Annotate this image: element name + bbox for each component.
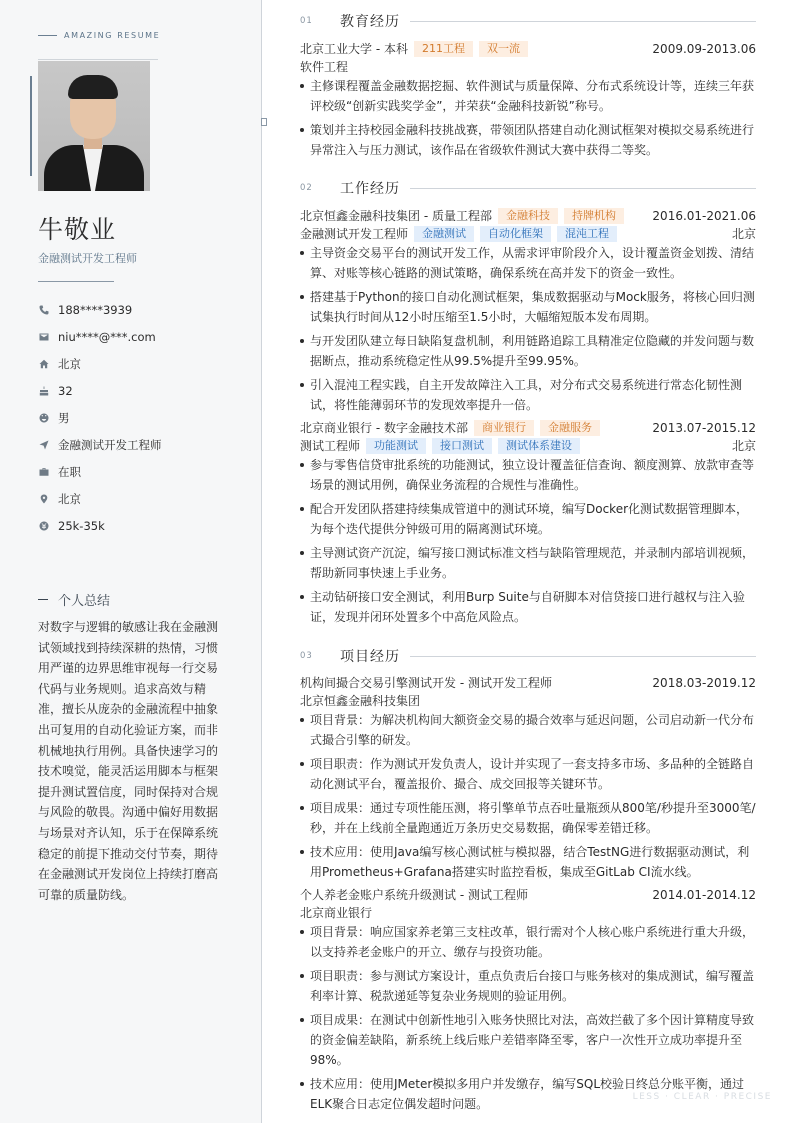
section-title: 教育经历 xyxy=(340,14,400,30)
section-number: 03 xyxy=(300,651,313,661)
section-rule xyxy=(410,656,756,657)
sidebar xyxy=(0,0,262,1123)
education-header xyxy=(300,40,756,57)
school-tag: 211工程 xyxy=(414,41,473,57)
profile-name: 牛敬业 xyxy=(38,215,117,244)
work-header xyxy=(300,207,756,224)
summary-heading-label: 个人总结 xyxy=(58,594,111,609)
project-header xyxy=(300,886,756,903)
section-title: 项目经历 xyxy=(340,649,400,665)
project-org: 北京恒鑫金融科技集团 xyxy=(300,694,421,708)
info-value: 北京 xyxy=(58,491,81,506)
info-value: 北京 xyxy=(58,356,81,371)
list-item: 项目背景：响应国家养老第三支柱改革，银行需对个人核心账户系统进行重大升级，以支持养老金账户的开立、缴存与投资功能。 xyxy=(300,922,756,962)
brand-line xyxy=(38,35,57,36)
list-item: 项目职责：参与测试方案设计，重点负责后台接口与账务核对的集成测试，编写覆盖利率计算、税款递延等复杂业务规则的验证用例。 xyxy=(300,966,756,1006)
project-org-row xyxy=(300,904,756,921)
work-period: 2013.07-2015.12 xyxy=(652,420,756,435)
list-item: 引入混沌工程实践，自主开发故障注入工具，对分布式交易系统进行常态化韧性测试，将性能薄弱环节的发现效率提升一倍。 xyxy=(300,375,756,415)
info-email xyxy=(38,323,253,350)
list-item: 项目成果：在测试中创新性地引入账务快照比对法，高效拦截了多个因计算精度导致的资金偏差缺陷，新系统上线后账户差错率降至零，客户一次性开立成功率提升至98%。 xyxy=(300,1010,756,1070)
title-divider xyxy=(38,281,114,282)
section-rule xyxy=(410,21,756,22)
project-org: 北京商业银行 xyxy=(300,906,373,920)
info-target xyxy=(38,431,253,458)
section-projects xyxy=(300,646,756,666)
profile-title: 金融测试开发工程师 xyxy=(38,252,137,265)
project-period: 2018.03-2019.12 xyxy=(652,675,756,690)
list-item: 参与零售信贷审批系统的功能测试，独立设计覆盖征信查询、额度测算、放款审查等场景的测试用例，确保业务流程的合规性与准确性。 xyxy=(300,455,756,495)
role-name: 金融测试开发工程师 xyxy=(300,227,409,241)
project-name: 个人养老金账户系统升级测试 - 测试工程师 xyxy=(300,888,528,902)
info-value: 在职 xyxy=(58,464,81,479)
section-number: 01 xyxy=(300,16,313,26)
list-item: 主导测试资产沉淀，编写接口测试标准文档与缺陷管理规范，并录制内部培训视频，帮助新同事快速上手业务。 xyxy=(300,543,756,583)
info-value: niu****@***.com xyxy=(58,329,156,344)
briefcase-icon xyxy=(38,466,50,478)
work-role-row xyxy=(300,225,756,242)
list-item: 策划并主持校园金融科技挑战赛，带领团队搭建自动化测试框架对模拟交易系统进行异常注入与压力测试，该作品在省级软件测试大赛中获得二等奖。 xyxy=(300,120,756,160)
info-gender xyxy=(38,404,253,431)
education-bullets xyxy=(300,76,756,120)
info-value: 32 xyxy=(58,383,73,398)
list-item: 主修课程覆盖金融数据挖掘、软件测试与质量保障、分布式系统设计等，连续三年获评校级“创新实践奖学金”，并荣获“金融科技新锐”称号。 xyxy=(300,76,756,116)
education-bullets-2 xyxy=(300,120,756,164)
photo-accent-bar xyxy=(30,76,32,176)
phone-icon xyxy=(38,304,50,316)
info-value: 25k-35k xyxy=(58,518,105,533)
project-header xyxy=(300,674,756,691)
photo-frame-line xyxy=(38,59,158,60)
company-tag: 金融服务 xyxy=(540,420,600,436)
role-tag: 自动化框架 xyxy=(480,226,551,242)
company-tag: 持牌机构 xyxy=(564,208,624,224)
education-period: 2009.09-2013.06 xyxy=(652,41,756,56)
home-icon xyxy=(38,358,50,370)
role-name: 测试工程师 xyxy=(300,439,361,453)
brand-text: AMAZING RESUME xyxy=(64,31,161,40)
summary-heading xyxy=(38,590,110,609)
footer-watermark: LESS · CLEAR · PRECISE xyxy=(632,1092,772,1102)
work-bullets xyxy=(300,243,756,419)
project-period: 2014.01-2014.12 xyxy=(652,887,756,902)
section-title: 工作经历 xyxy=(340,181,400,197)
company-name: 北京恒鑫金融科技集团 - 质量工程部 xyxy=(300,209,492,223)
sidebar-edge-mark xyxy=(261,118,267,126)
info-value: 男 xyxy=(58,410,70,425)
list-item: 项目背景：为解决机构间大额资金交易的撮合效率与延迟问题，公司启动新一代分布式撮合引擎的研发。 xyxy=(300,710,756,750)
info-city xyxy=(38,350,253,377)
face-icon xyxy=(38,412,50,424)
list-item: 配合开发团队搭建持续集成管道中的测试环境，编写Docker化测试数据管理脚本，为每个迭代提供分钟级可用的隔离测试环境。 xyxy=(300,499,756,539)
role-tag: 测试体系建设 xyxy=(498,438,580,454)
info-value: 金融测试开发工程师 xyxy=(58,437,162,452)
project-bullets xyxy=(300,710,756,886)
role-tag: 接口测试 xyxy=(432,438,492,454)
education-major-row xyxy=(300,58,756,75)
company-tag: 金融科技 xyxy=(498,208,558,224)
salary-icon xyxy=(38,520,50,532)
info-age xyxy=(38,377,253,404)
section-rule xyxy=(410,188,756,189)
info-phone xyxy=(38,296,253,323)
role-tag: 混沌工程 xyxy=(557,226,617,242)
project-name: 机构间撮合交易引擎测试开发 - 测试开发工程师 xyxy=(300,676,552,690)
info-salary xyxy=(38,512,253,539)
work-city: 北京 xyxy=(731,227,756,241)
section-work xyxy=(300,178,756,198)
role-tag: 功能测试 xyxy=(366,438,426,454)
project-bullets xyxy=(300,922,756,1118)
info-status xyxy=(38,458,253,485)
mail-icon xyxy=(38,331,50,343)
cake-icon xyxy=(38,385,50,397)
work-role-row xyxy=(300,437,756,454)
work-city: 北京 xyxy=(731,439,756,453)
role-tag: 金融测试 xyxy=(414,226,474,242)
list-item: 技术应用：使用JMeter模拟多用户并发缴存，编写SQL校验日终总分账平衡，通过ELK聚合日志定位偶发超时问题。 xyxy=(300,1074,756,1114)
summary-text: 对数字与逻辑的敏感让我在金融测试领域找到持续深耕的热情，习惯用严谨的边界思维审视每一行交易代码与业务规则。追求高效与精准，擅长从庞杂的金融流程中抽象出可复用的自动化验证方案，而非机械地执行用例。具备快速学习的技术嗅觉，能灵活运用脚本与框架提升测试置信度，同时保持对合规与风险的敬畏。沟通中偏好用数据与场景对齐认知，乐于在保障系统稳定的前提下推动交付节奏，期待在金融测试开发岗位上持续打磨高可靠的质量防线。 xyxy=(38,620,219,902)
work-bullets xyxy=(300,455,756,631)
list-item: 技术应用：使用Java编写核心测试桩与模拟器，结合TestNG进行数据驱动测试，利用Prometheus+Grafana搭建实时监控看板，集成至GitLab CI流水线。 xyxy=(300,842,756,882)
location-icon xyxy=(38,493,50,505)
work-period: 2016.01-2021.06 xyxy=(652,208,756,223)
list-item: 主导资金交易平台的测试开发工作，从需求评审阶段介入，设计覆盖资金划拨、清结算、对账等核心链路的测试策略，确保系统在高并发下的资金一致性。 xyxy=(300,243,756,283)
education-major: 软件工程 xyxy=(300,60,349,74)
info-value: 188****3939 xyxy=(58,302,133,317)
brand xyxy=(38,31,160,40)
list-item: 搭建基于Python的接口自动化测试框架，集成数据驱动与Mock服务，将核心回归测试集执行时间从12小时压缩至1.5小时，大幅缩短版本发布周期。 xyxy=(300,287,756,327)
contact-info xyxy=(38,296,253,539)
list-item: 与开发团队建立每日缺陷复盘机制，利用链路追踪工具精准定位隐藏的并发问题与数据断点，推动系统稳定性从99.5%提升至99.95%。 xyxy=(300,331,756,371)
school-tag: 双一流 xyxy=(479,41,528,57)
project-org-row xyxy=(300,692,756,709)
company-name: 北京商业银行 - 数字金融技术部 xyxy=(300,421,468,435)
info-location xyxy=(38,485,253,512)
company-tag: 商业银行 xyxy=(474,420,534,436)
school-name: 北京工业大学 - 本科 xyxy=(300,42,408,56)
section-number: 02 xyxy=(300,183,313,193)
list-item: 项目职责：作为测试开发负责人，设计并实现了一套支持多市场、多品种的全链路自动化测试平台，覆盖报价、撮合、成交回报等关键环节。 xyxy=(300,754,756,794)
summary-dash xyxy=(38,599,48,600)
work-header xyxy=(300,419,756,436)
send-icon xyxy=(38,439,50,451)
list-item: 项目成果：通过专项性能压测，将引擎单节点吞吐量瓶颈从800笔/秒提升至3000笔/秒，并在上线前全量跑通近万条历史交易数据，确保零差错迁移。 xyxy=(300,798,756,838)
list-item: 主动钻研接口安全测试，利用Burp Suite与自研脚本对信贷接口进行越权与注入验证，发现并闭环处置多个中高危风险点。 xyxy=(300,587,756,627)
avatar xyxy=(38,61,150,191)
section-education xyxy=(300,11,756,31)
